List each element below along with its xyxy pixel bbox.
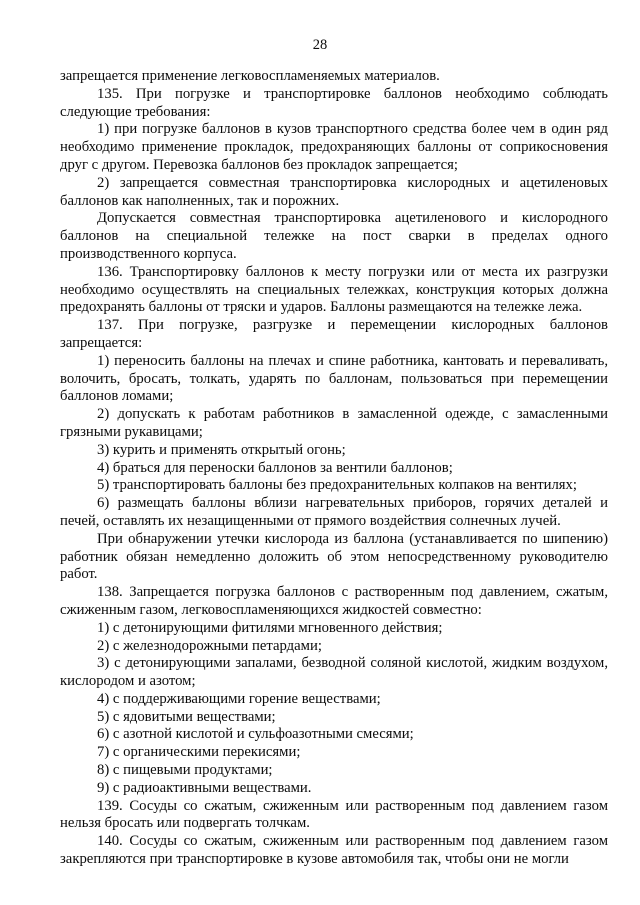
paragraph-137-item-5: 5) транспортировать баллоны без предохранительных колпаков на вентилях; — [97, 477, 577, 494]
paragraph-continuation: запрещается применение легковоспламеняемых материалов. — [60, 68, 440, 84]
paragraph-138-item-6: 6) с азотной кислотой и сульфоазотными смесями; — [97, 726, 414, 743]
paragraph-139: 139. Сосуды со сжатым, сжиженным или растворенным под давлением газом нельзя бросать или подвергать толчкам. — [60, 797, 608, 832]
paragraph-135-allowance: Допускается совместная транспортировка ацетиленового и кислородного баллонов на специальной тележке на пост сварки в пределах одного производственного корпуса. — [60, 210, 608, 262]
paragraph-137-item-3: 3) курить и применять открытый огонь; — [97, 441, 346, 458]
paragraph-137-item-4: 4) браться для переноски баллонов за вентили баллонов; — [97, 459, 453, 476]
paragraph-137-item-2: 2) допускать к работам работников в замасленной одежде, с замасленными грязными рукавицами; — [60, 406, 608, 440]
paragraph-137: 137. При погрузке, разгрузке и перемещении кислородных баллонов запрещается: — [60, 317, 608, 351]
paragraph-140: 140. Сосуды со сжатым, сжиженным или растворенным под давлением газом закрепляются при транспортировке в кузове автомобиля так, чтобы они не могли — [60, 833, 608, 868]
document-body — [60, 68, 608, 869]
paragraph-135-item-1: 1) при погрузке баллонов в кузов транспортного средства более чем в один ряд необходимо применение прокладок, предохраняющих баллоны от соприкосновения друг с другом. Перевозка баллонов без прокладок запрещается; — [60, 121, 608, 173]
paragraph-138-item-5: 5) с ядовитыми веществами; — [97, 708, 276, 725]
paragraph-138: 138. Запрещается погрузка баллонов с растворенным под давлением, сжатым, сжиженным газом, легковоспламеняющихся жидкостей совместно: — [60, 584, 608, 618]
paragraph-138-item-3: 3) с детонирующими запалами, безводной соляной кислотой, жидким воздухом, кислородом и азотом; — [60, 655, 608, 690]
paragraph-138-item-7: 7) с органическими перекисями; — [97, 744, 301, 761]
paragraph-136: 136. Транспортировку баллонов к месту погрузки или от места их разгрузки необходимо осуществлять на специальных тележках, конструкция которых должна предохранять баллоны от тряски и ударов. Баллоны размещаются на тележке лежа. — [60, 263, 608, 316]
paragraph-138-item-8: 8) с пищевыми продуктами; — [97, 762, 273, 779]
paragraph-138-item-4: 4) с поддерживающими горение веществами; — [97, 690, 381, 707]
paragraph-137-leak-notice: При обнаружении утечки кислорода из баллона (устанавливается по шипению) работник обязан немедленно доложить об этом непосредственному руководителю работ. — [60, 530, 608, 583]
paragraph-138-item-1: 1) с детонирующими фитилями мгновенного действия; — [97, 619, 443, 636]
paragraph-138-item-2: 2) с железнодорожными петардами; — [97, 637, 322, 654]
paragraph-135: 135. При погрузке и транспортировке баллонов необходимо соблюдать следующие требования: — [60, 85, 608, 120]
paragraph-138-item-9: 9) с радиоактивными веществами. — [97, 779, 312, 796]
paragraph-137-item-1: 1) переносить баллоны на плечах и спине работника, кантовать и переваливать, волочить, бросать, толкать, ударять по баллонам, пользоваться при перемещении баллонов ломами; — [60, 352, 608, 405]
paragraph-137-item-6: 6) размещать баллоны вблизи нагревательных приборов, горячих деталей и печей, оставлять их незащищенными от прямого воздействия солнечных лучей. — [60, 495, 608, 529]
paragraph-135-item-2: 2) запрещается совместная транспортировка кислородных и ацетиленовых баллонов как наполненных, так и порожних. — [60, 174, 608, 209]
page-number: 28 — [312, 37, 328, 53]
